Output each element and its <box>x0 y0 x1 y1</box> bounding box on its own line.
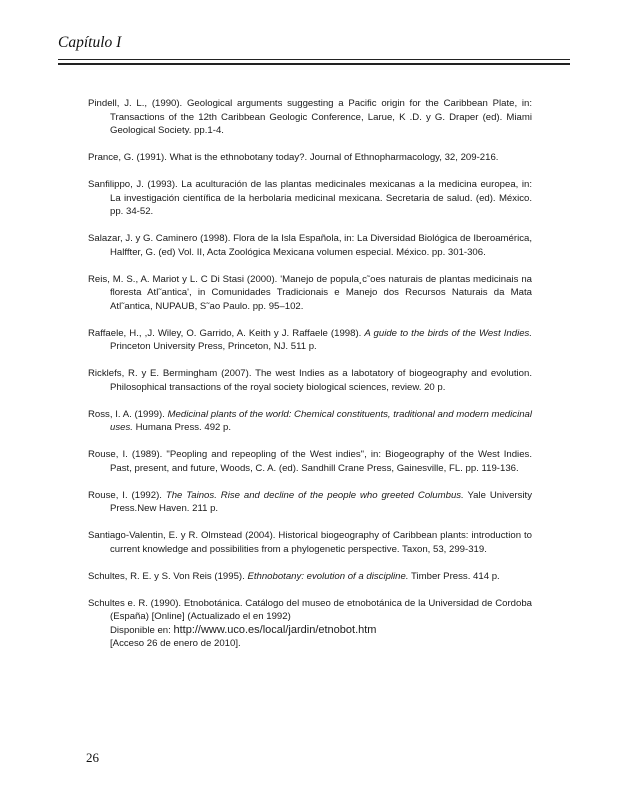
header-rule-thin <box>58 59 570 60</box>
reference-entry <box>88 408 532 435</box>
reference-text: Timber Press. 414 p. <box>408 570 500 582</box>
reference-entry <box>88 327 532 354</box>
reference-entry <box>88 178 532 219</box>
reference-entry <box>88 97 532 138</box>
reference-text: Ross, I. A. (1999). <box>88 408 168 420</box>
page-number: 26 <box>86 750 99 765</box>
reference-title: A guide to the birds of the West Indies. <box>364 327 532 339</box>
available-label: Disponible en: <box>110 624 174 636</box>
reference-list <box>88 97 532 664</box>
header-rule-thick <box>58 63 570 65</box>
reference-text: Pindell, J. L., (1990). Geological arguments suggesting a Pacific origin for the Caribbean Plate, in: Transactions of the 12th Caribbean Geologic Conference, Larue, K .D. y G. Draper (ed). Miami Geological Society. pp.1-4. <box>88 98 532 136</box>
reference-text: Humana Press. 492 p. <box>132 422 232 433</box>
reference-entry <box>88 597 532 651</box>
access-date: [Acceso 26 de enero de 2010]. <box>110 638 241 649</box>
reference-entry <box>88 273 532 314</box>
reference-text: Princeton University Press, Princeton, NJ. 511 p. <box>110 341 317 352</box>
reference-text: Santiago-Valentin, E. y R. Olmstead (2004). Historical biogeography of Caribbean plants: introduction to current knowledge and possibilities from a phylogenetic perspective. Taxon, 53, 299-319. <box>88 530 532 555</box>
reference-text: Sanfilippo, J. (1993). La aculturación de las plantas medicinales mexicanas a la medicina europea, in: La investigación científica de la herbolaria medicinal mexicana. Secretaria de salud. (ed). México. pp. 34-52. <box>88 179 532 217</box>
reference-title: Medicinal plants of the world: Chemical constituents, traditional and modern medicinal uses. <box>110 408 532 433</box>
reference-entry <box>88 232 532 259</box>
reference-text: Rouse, I. (1989). "Peopling and repeopling of the West indies", in: Biogeography of the West Indies. Past, present, and future, Woods, C. A. (ed). Sandhill Crane Press, Gainesville, FL. pp. 119-136. <box>88 449 532 474</box>
reference-text: Rouse, I. (1992). <box>88 489 166 501</box>
reference-text: Prance, G. (1991). What is the ethnobotany today?. Journal of Ethnopharmacology, 32, 209-216. <box>88 152 499 163</box>
reference-url: http://www.uco.es/local/jardin/etnobot.htm <box>173 623 377 636</box>
reference-title: Ethnobotany: evolution of a discipline. <box>247 570 409 582</box>
reference-entry <box>88 570 532 584</box>
reference-entry <box>88 151 532 165</box>
reference-text: Schultes, R. E. y S. Von Reis (1995). <box>88 570 248 582</box>
reference-text: Ricklefs, R. y E. Bermingham (2007). The west Indies as a labotatory of biogeography and evolution. Philosophical transactions of the royal society biological sciences, review. 20 p. <box>88 368 532 393</box>
reference-entry <box>88 489 532 516</box>
reference-text: Schultes e. R. (1990). Etnobotánica. Catálogo del museo de etnobotánica de la Universidad de Cordoba (España) [Online] (Actualizado el en 1992) <box>88 597 532 622</box>
reference-entry <box>88 448 532 475</box>
chapter-header: Capítulo I <box>58 34 122 51</box>
reference-text: Reis, M. S., A. Mariot y L. C Di Stasi (2000). 'Manejo de popula¸c˜oes naturais de plantas medicinais na floresta Atl˜antica', in Comunidades Tradicionais e Manejo dos Recursos Naturais da Mata Atl˜antica, NUPAUB, S˜ao Paulo. pp. 95–102. <box>88 273 532 312</box>
reference-text: Raffaele, H., ,J. Wiley, O. Garrido, A. Keith y J. Raffaele (1998). <box>88 327 365 339</box>
reference-text: Salazar, J. y G. Caminero (1998). Flora de la Isla Española, in: La Diversidad Biológica de Iberoamérica, Halffter, G. (ed) Vol. II, Acta Zoológica Mexicana volumen especial. México. pp. 301-306. <box>88 233 532 258</box>
reference-entry <box>88 367 532 394</box>
reference-text: Yale University Press.New Haven. 211 p. <box>110 489 532 514</box>
reference-title: The Tainos. Rise and decline of the people who greeted Columbus. <box>165 489 464 501</box>
reference-entry <box>88 529 532 556</box>
